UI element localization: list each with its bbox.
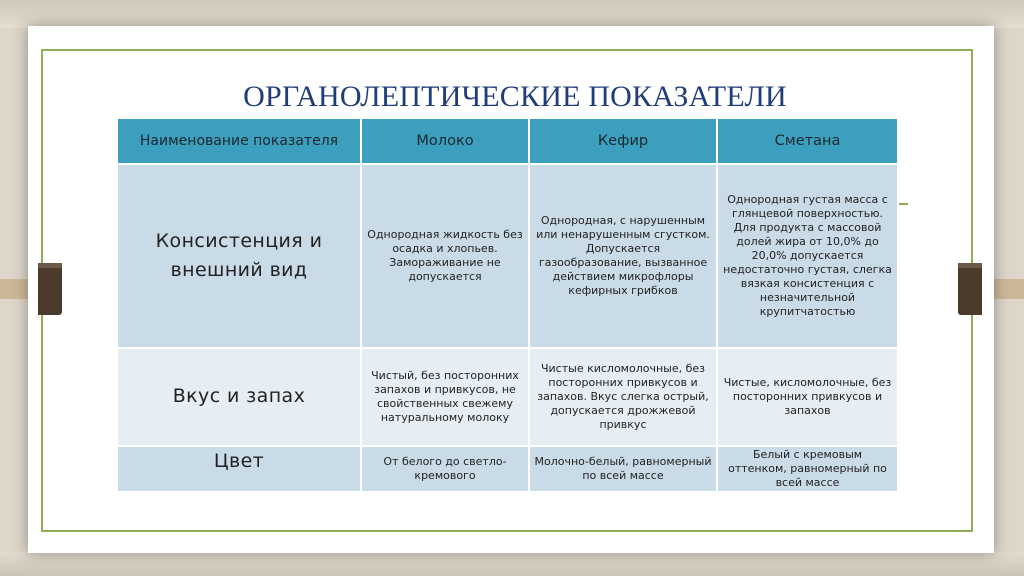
background-top [0,0,1024,28]
cell-milk-color: От белого до светло-кремового [362,447,528,491]
slide-title: ОРГАНОЛЕПТИЧЕСКИЕ ПОКАЗАТЕЛИ [243,80,787,113]
header-kefir: Кефир [530,119,716,163]
cell-smetana-consistency: Однородная густая масса с глянцевой поверхностью. Для продукта с массовой долей жира от 10,0% до 20,0% допускается недостаточно густая, слегка вязкая консистенция с незначительной крупитчатостью [718,165,897,346]
binder-tab-right [958,263,982,315]
table-header-row [118,119,897,163]
row-name-color: Цвет [118,447,360,491]
cell-milk-taste: Чистый, без посторонних запахов и привкусов, не свойственных свежему натуральному молоку [362,349,528,445]
table-row [118,349,897,445]
cell-kefir-taste: Чистые кисломолочные, без посторонних привкусов и запахов. Вкус слегка острый, допускается дрожжевой привкус [530,349,716,445]
table-row [118,165,897,346]
binder-tab-left [38,263,62,315]
cell-kefir-color: Молочно-белый, равномерный по всей массе [530,447,716,491]
header-milk: Молоко [362,119,528,163]
indicators-table [116,117,899,493]
row-name-taste: Вкус и запах [118,349,360,445]
background-bottom [0,552,1024,576]
header-smetana: Сметана [718,119,897,163]
header-indicator-name: Наименование показателя [118,119,360,163]
cell-kefir-consistency: Однородная, с нарушенным или ненарушенным сгустком. Допускается газообразование, вызванное действием микрофлоры кефирных грибков [530,165,716,346]
table-row [118,447,897,491]
cell-milk-consistency: Однородная жидкость без осадка и хлопьев. Замораживание не допускается [362,165,528,346]
cell-smetana-taste: Чистые, кисломолочные, без посторонних привкусов и запахов [718,349,897,445]
row-name-consistency: Консистенция и внешний вид [118,165,360,346]
cell-smetana-color: Белый с кремовым оттенком, равномерный по всей массе [718,447,897,491]
